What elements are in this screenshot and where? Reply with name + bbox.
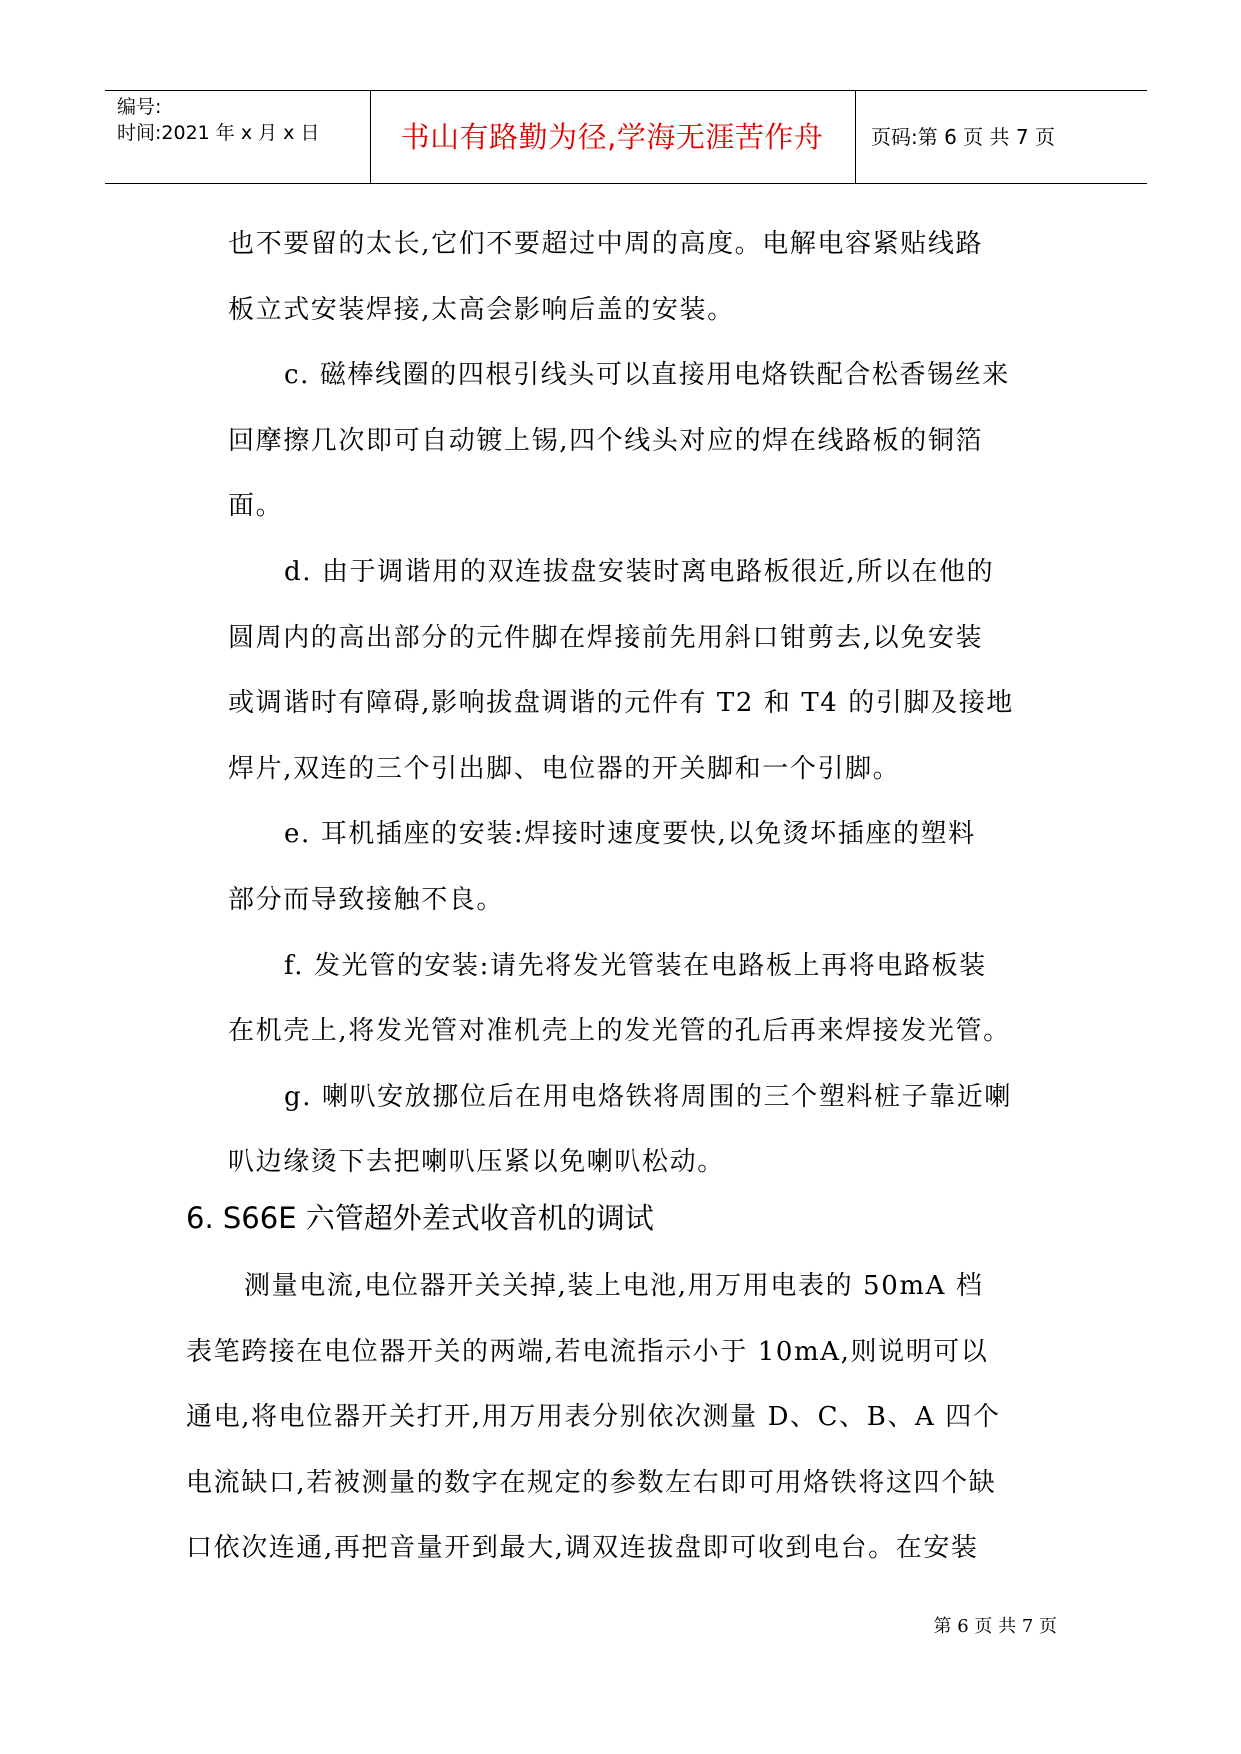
body-line: f. 发光管的安装:请先将发光管装在电路板上再将电路板装 bbox=[284, 950, 987, 981]
page-footer: 第 6 页 共 7 页 bbox=[933, 1616, 1057, 1637]
body-line: 或调谐时有障碍,影响拔盘调谐的元件有 T2 和 T4 的引脚及接地 bbox=[228, 688, 1014, 719]
body-line: e. 耳机插座的安装:焊接时速度要快,以免烫坏插座的塑料 bbox=[284, 819, 976, 850]
body-paragraphs bbox=[228, 212, 1060, 1196]
body-line: 也不要留的太长,它们不要超过中周的高度。电解电容紧贴线路 bbox=[228, 229, 984, 259]
section-line: 表笔跨接在电位器开关的两端,若电流指示小于 10mA,则说明可以 bbox=[186, 1336, 989, 1367]
body-line: c. 磁棒线圈的四根引线头可以直接用电烙铁配合松香锡丝来 bbox=[284, 360, 1010, 391]
body-line: 回摩擦几次即可自动镀上锡,四个线头对应的焊在线路板的铜箔 bbox=[228, 425, 984, 456]
body-line: 叭边缘烫下去把喇叭压紧以免喇叭松动。 bbox=[228, 1147, 725, 1178]
section-line: 电流缺口,若被测量的数字在规定的参数左右即可用烙铁将这四个缺 bbox=[186, 1467, 997, 1498]
header-page-info: 页码:第 6 页 共 7 页 bbox=[871, 125, 1055, 149]
section-paragraph bbox=[186, 1254, 1061, 1582]
section-line: 通电,将电位器开关打开,用万用表分别依次测量 D、C、B、A 四个 bbox=[186, 1402, 1001, 1433]
page-header bbox=[105, 90, 1147, 184]
body-line: d. 由于调谐用的双连拔盘安装时离电路板很近,所以在他的 bbox=[284, 556, 995, 587]
body-line: 圆周内的高出部分的元件脚在焊接前先用斜口钳剪去,以免安装 bbox=[228, 622, 984, 653]
body-line: g. 喇叭安放挪位后在用电烙铁将周围的三个塑料桩子靠近喇 bbox=[284, 1081, 1012, 1112]
body-line: 面。 bbox=[228, 491, 284, 522]
body-line: 在机壳上,将发光管对准机壳上的发光管的孔后再来焊接发光管。 bbox=[228, 1016, 1011, 1047]
body-line: 焊片,双连的三个引出脚、电位器的开关脚和一个引脚。 bbox=[228, 753, 901, 784]
section-heading: 6. S66E 六管超外差式收音机的调试 bbox=[186, 1201, 654, 1235]
header-number-label: 编号: bbox=[117, 96, 162, 118]
header-divider-right bbox=[855, 91, 856, 183]
body-line: 部分而导致接触不良。 bbox=[228, 884, 505, 915]
header-motto: 书山有路勤为径,学海无涯苦作舟 bbox=[400, 120, 824, 154]
section-line: 测量电流,电位器开关关掉,装上电池,用万用电表的 50mA 档 bbox=[244, 1271, 984, 1301]
header-meta bbox=[117, 91, 369, 183]
section-line: 口依次连通,再把音量开到最大,调双连拔盘即可收到电台。在安装 bbox=[186, 1533, 979, 1564]
body-line: 板立式安装焊接,太高会影响后盖的安装。 bbox=[228, 294, 735, 325]
header-time-label: 时间:2021 年 x 月 x 日 bbox=[117, 122, 320, 144]
